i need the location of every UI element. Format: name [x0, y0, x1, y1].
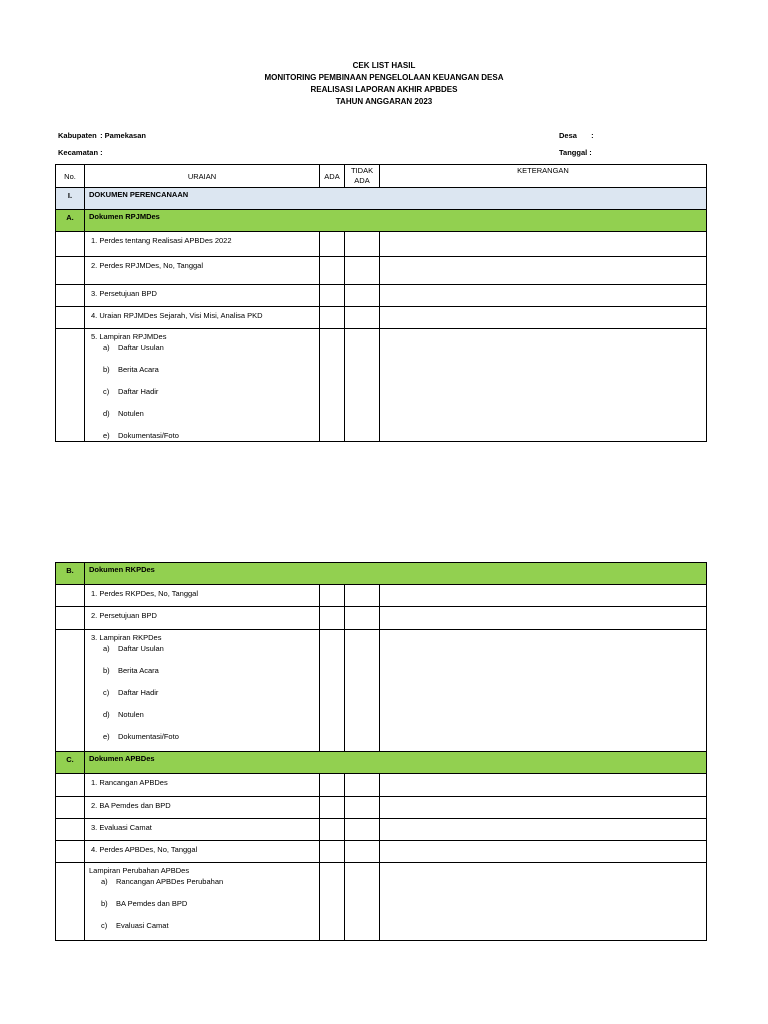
subsection-number: A. — [56, 210, 85, 232]
table-row — [56, 797, 707, 819]
sub-item: b) BA Pemdes dan BPD — [101, 899, 188, 908]
col-keterangan-header: KETERANGAN — [380, 165, 707, 188]
tidak-ada-cell[interactable] — [345, 232, 380, 257]
col-no-header: No. — [56, 165, 85, 188]
item-text: 1. Perdes RKPDes, No, Tanggal — [85, 585, 320, 607]
tidak-ada-cell[interactable] — [345, 285, 380, 307]
table-row — [56, 257, 707, 285]
subsection-title: Dokumen RKPDes — [85, 563, 707, 585]
desa-value: : — [591, 131, 594, 140]
item-text: 2. Perdes RPJMDes, No, Tanggal — [85, 257, 320, 285]
subsection-title: Dokumen APBDes — [85, 752, 707, 774]
item-text: 4. Perdes APBDes, No, Tanggal — [85, 841, 320, 863]
table-row — [56, 630, 707, 752]
checklist-table-2 — [55, 562, 707, 941]
ada-cell[interactable] — [320, 307, 345, 329]
title-line-3: REALISASI LAPORAN AKHIR APBDES — [310, 85, 458, 94]
keterangan-cell[interactable] — [380, 819, 707, 841]
item-with-subitems — [85, 863, 320, 941]
tidak-ada-cell[interactable] — [345, 863, 380, 941]
ada-cell[interactable] — [320, 232, 345, 257]
table-row — [56, 774, 707, 797]
tidak-ada-cell[interactable] — [345, 257, 380, 285]
subsection-row — [56, 752, 707, 774]
sub-item: a) Rancangan APBDes Perubahan — [101, 877, 224, 886]
table-header-row — [56, 165, 707, 188]
tidak-ada-cell[interactable] — [345, 607, 380, 630]
kecamatan-value: : — [100, 148, 103, 157]
col-uraian-header: URAIAN — [85, 165, 320, 188]
item-text: 4. Uraian RPJMDes Sejarah, Visi Misi, Analisa PKD — [85, 307, 320, 329]
tidak-ada-cell[interactable] — [345, 841, 380, 863]
subsection-row — [56, 563, 707, 585]
table-row — [56, 307, 707, 329]
keterangan-cell[interactable] — [380, 232, 707, 257]
keterangan-cell[interactable] — [380, 774, 707, 797]
sub-item: d) Notulen — [103, 409, 144, 418]
keterangan-cell[interactable] — [380, 585, 707, 607]
tidak-ada-cell[interactable] — [345, 797, 380, 819]
ada-cell[interactable] — [320, 630, 345, 752]
sub-item: b) Berita Acara — [103, 666, 159, 675]
section-row — [56, 188, 707, 210]
keterangan-cell[interactable] — [380, 329, 707, 442]
kabupaten-value: : Pamekasan — [100, 131, 146, 140]
item-text: 5. Lampiran RPJMDes — [91, 332, 167, 341]
keterangan-cell[interactable] — [380, 257, 707, 285]
table-row — [56, 585, 707, 607]
subsection-title: Dokumen RPJMDes — [85, 210, 707, 232]
section-number: I. — [56, 188, 85, 210]
keterangan-cell[interactable] — [380, 307, 707, 329]
title-line-4: TAHUN ANGGARAN 2023 — [335, 97, 433, 106]
sub-item: c) Daftar Hadir — [103, 688, 159, 697]
ada-cell[interactable] — [320, 585, 345, 607]
item-text: 3. Evaluasi Camat — [85, 819, 320, 841]
item-text: 3. Lampiran RKPDes — [91, 633, 162, 642]
keterangan-cell[interactable] — [380, 285, 707, 307]
table-row — [56, 863, 707, 941]
tanggal-field — [559, 148, 592, 157]
keterangan-cell[interactable] — [380, 797, 707, 819]
table-row — [56, 232, 707, 257]
item-text: Lampiran Perubahan APBDes — [89, 866, 190, 875]
ada-cell[interactable] — [320, 285, 345, 307]
desa-label: Desa — [559, 131, 577, 140]
sub-item: c) Evaluasi Camat — [101, 921, 169, 930]
sub-item: a) Daftar Usulan — [103, 343, 164, 352]
table-row — [56, 607, 707, 630]
tidak-ada-cell[interactable] — [345, 819, 380, 841]
sub-item: e) Dokumentasi/Foto — [103, 431, 179, 440]
item-text: 1. Rancangan APBDes — [85, 774, 320, 797]
ada-cell[interactable] — [320, 841, 345, 863]
table-row — [56, 841, 707, 863]
ada-cell[interactable] — [320, 607, 345, 630]
title-line-1: CEK LIST HASIL — [352, 61, 416, 70]
keterangan-cell[interactable] — [380, 630, 707, 752]
item-text: 2. BA Pemdes dan BPD — [85, 797, 320, 819]
item-text: 2. Persetujuan BPD — [85, 607, 320, 630]
tidak-ada-cell[interactable] — [345, 774, 380, 797]
subsection-row — [56, 210, 707, 232]
ada-cell[interactable] — [320, 797, 345, 819]
keterangan-cell[interactable] — [380, 841, 707, 863]
tidak-ada-cell[interactable] — [345, 307, 380, 329]
table-row — [56, 819, 707, 841]
sub-item: c) Daftar Hadir — [103, 387, 159, 396]
keterangan-cell[interactable] — [380, 607, 707, 630]
item-text: 3. Persetujuan BPD — [85, 285, 320, 307]
col-tidak-ada-header: TIDAK ADA — [345, 165, 380, 188]
ada-cell[interactable] — [320, 774, 345, 797]
kecamatan-field — [58, 148, 103, 157]
ada-cell[interactable] — [320, 863, 345, 941]
table-row — [56, 285, 707, 307]
kabupaten-field — [58, 131, 146, 140]
document-title — [0, 60, 768, 108]
tanggal-label: Tanggal : — [559, 148, 592, 157]
ada-cell[interactable] — [320, 819, 345, 841]
sub-item: b) Berita Acara — [103, 365, 159, 374]
subsection-number: B. — [56, 563, 85, 585]
section-title: DOKUMEN PERENCANAAN — [85, 188, 707, 210]
title-line-2: MONITORING PEMBINAAN PENGELOLAAN KEUANGAN DESA — [264, 73, 504, 82]
item-with-subitems — [85, 630, 320, 752]
tidak-ada-cell[interactable] — [345, 585, 380, 607]
desa-field — [559, 131, 594, 140]
checklist-table-1 — [55, 164, 707, 442]
kabupaten-label: Kabupaten — [58, 131, 97, 140]
ada-cell[interactable] — [320, 329, 345, 442]
col-ada-header: ADA — [320, 165, 345, 188]
kecamatan-label: Kecamatan — [58, 148, 99, 157]
item-text: 1. Perdes tentang Realisasi APBDes 2022 — [85, 232, 320, 257]
tidak-ada-cell[interactable] — [345, 329, 380, 442]
tidak-ada-cell[interactable] — [345, 630, 380, 752]
subsection-number: C. — [56, 752, 85, 774]
table-row — [56, 329, 707, 442]
keterangan-cell[interactable] — [380, 863, 707, 941]
sub-item: e) Dokumentasi/Foto — [103, 732, 179, 741]
item-with-subitems — [85, 329, 320, 442]
ada-cell[interactable] — [320, 257, 345, 285]
sub-item: a) Daftar Usulan — [103, 644, 164, 653]
sub-item: d) Notulen — [103, 710, 144, 719]
